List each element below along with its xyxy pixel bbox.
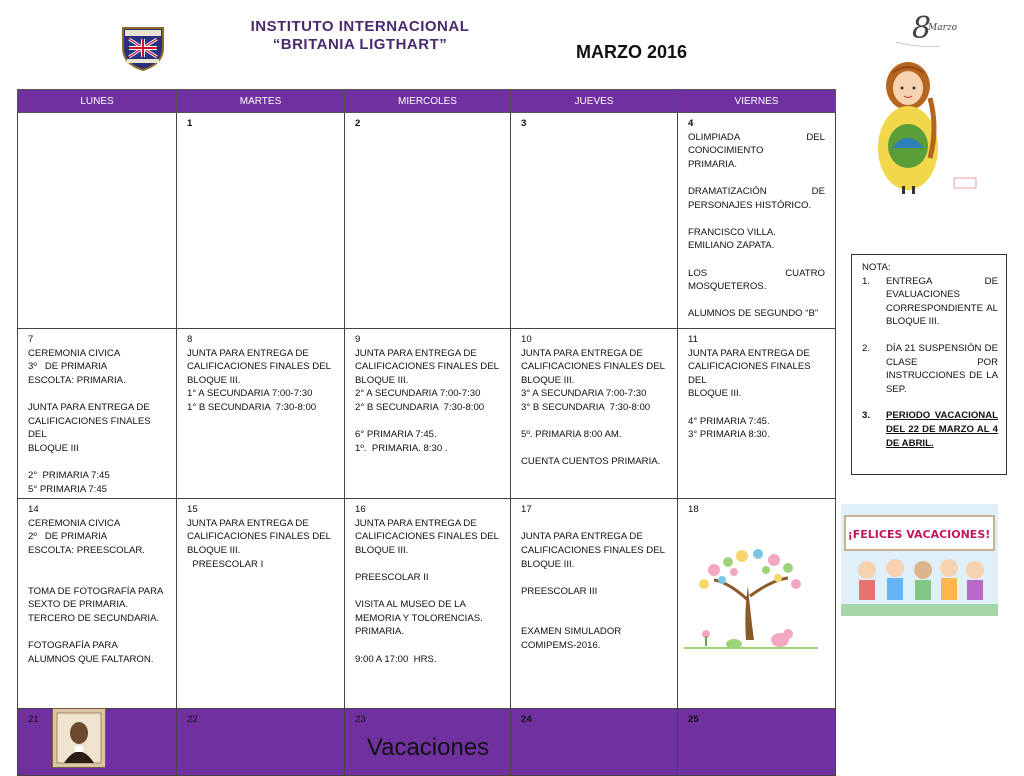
- day-cell: [177, 113, 345, 329]
- day-number: 10: [521, 334, 532, 345]
- event-line: [28, 387, 166, 401]
- event-line: MOSQUETEROS.: [688, 281, 767, 293]
- day-cell: [345, 329, 511, 499]
- calendar-table: [17, 89, 836, 776]
- event-line: 5° PRIMARIA 7:45: [28, 483, 108, 495]
- event-line: BLOQUE III.: [521, 374, 575, 386]
- event-line: [688, 253, 825, 267]
- event-line: SEXTO DE PRIMARIA.: [28, 599, 129, 611]
- school-name: [240, 18, 480, 54]
- event-line: OLIMPIADA DEL: [688, 131, 825, 143]
- day-number: 9: [355, 334, 361, 345]
- event-line: TOMA DE FOTOGRAFÍA PARA: [28, 585, 164, 597]
- event-line: CONOCIMIENTO: [688, 145, 764, 157]
- day-cell: [18, 113, 177, 329]
- event-line: EMILIANO ZAPATA.: [688, 240, 775, 252]
- event-line: ESCOLTA: PRIMARIA.: [28, 374, 126, 386]
- event-line: PRIMARIA.: [688, 158, 738, 170]
- event-line: FOTOGRAFÍA PARA: [28, 640, 118, 652]
- event-line: JUNTA PARA ENTREGA DE: [688, 347, 810, 359]
- school-name-line1: INSTITUTO INTERNACIONAL: [250, 18, 470, 35]
- day-number: 15: [187, 504, 198, 516]
- event-line: 2° A SECUNDARIA 7:00-7:30: [355, 388, 481, 400]
- school-crest-logo: [118, 22, 168, 72]
- womens-day-illustration: [868, 8, 988, 196]
- day-cell: [511, 499, 678, 709]
- event-line: 1º. PRIMARIA. 8:30 .: [355, 442, 448, 454]
- day-cell: [511, 709, 678, 776]
- event-line: 2° PRIMARIA 7:45: [28, 469, 110, 481]
- event-line: PRIMARIA.: [355, 626, 405, 638]
- note-item: [862, 409, 998, 450]
- event-line: CALIFICACIONES FINALES DEL: [187, 531, 331, 543]
- tree-illustration: [684, 540, 818, 652]
- event-line: JUNTA PARA ENTREGA DE: [355, 347, 477, 359]
- event-line: CALIFICACIONES FINALES DEL: [355, 361, 499, 373]
- event-line: JUNTA PARA ENTREGA DE: [187, 347, 309, 359]
- event-line: BLOQUE III.: [688, 388, 742, 400]
- day-cell: [511, 113, 678, 329]
- day-number: 25: [688, 714, 699, 726]
- event-line: BLOQUE III: [28, 442, 79, 454]
- day-number: 16: [355, 504, 366, 516]
- day-number: 11: [688, 334, 698, 345]
- day-number: 3: [521, 118, 527, 129]
- event-line: 3° B SECUNDARIA 7:30-8:00: [521, 401, 651, 413]
- event-line: BLOQUE III.: [355, 544, 409, 556]
- event-line: [521, 571, 667, 585]
- event-line: 4° PRIMARIA 7:45.: [688, 415, 770, 427]
- event-line: 3º DE PRIMARIA: [28, 361, 108, 373]
- event-line: 2º DE PRIMARIA: [28, 531, 108, 543]
- note-box: [851, 254, 1007, 475]
- event-line: CALIFICACIONES FINALES DEL: [187, 361, 331, 373]
- event-line: [355, 585, 500, 599]
- event-line: CALIFICACIONES FINALES DEL: [521, 361, 665, 373]
- event-line: [28, 455, 166, 469]
- day-number: 8: [187, 334, 193, 345]
- weekday-header-tuesday: MARTES: [177, 90, 345, 113]
- event-line: BLOQUE III.: [187, 544, 241, 556]
- historical-portrait-image: [52, 708, 106, 768]
- event-line: [688, 212, 825, 226]
- note-item-number: 3.: [862, 410, 871, 422]
- event-line: 3° PRIMARIA 8:30.: [688, 429, 770, 441]
- event-line: BLOQUE III.: [187, 374, 241, 386]
- event-line: 9:00 A 17:00 HRS.: [355, 653, 437, 665]
- event-line: DRAMATIZACIÓN DE: [688, 185, 825, 197]
- event-line: [688, 401, 825, 415]
- event-line: ALUMNOS QUE FALTARON.: [28, 653, 154, 665]
- day-cell: [18, 329, 177, 499]
- event-line: JUNTA PARA ENTREGA DE: [521, 347, 643, 359]
- weekday-header-row: [18, 90, 836, 113]
- day-cell: [345, 499, 511, 709]
- note-item-text: DÍA 21 SUSPENSIÓN DE CLASE POR INSTRUCCIONES DE LA SEP.: [886, 342, 998, 395]
- event-line: JUNTA PARA ENTREGA DE: [521, 531, 643, 543]
- day-number: 7: [28, 334, 34, 345]
- day-cell: [511, 329, 678, 499]
- week-row-1: [18, 113, 836, 329]
- day-cell: [678, 113, 836, 329]
- event-line: CALIFICACIONES FINALES DEL: [28, 415, 154, 441]
- event-line: BLOQUE III.: [355, 374, 409, 386]
- event-line: CEREMONIA CIVICA: [28, 347, 121, 359]
- event-line: [688, 294, 825, 308]
- event-line: EXAMEN SIMULADOR: [521, 626, 622, 638]
- event-line: PREESCOLAR III: [521, 585, 598, 597]
- event-line: 1° B SECUNDARIA 7:30-8:00: [187, 401, 317, 413]
- note-item: [862, 275, 998, 329]
- event-line: [28, 625, 166, 639]
- event-line: 3° A SECUNDARIA 7:00-7:30: [521, 388, 647, 400]
- day-number: 24: [521, 714, 532, 726]
- event-line: VISITA AL MUSEO DE LA: [355, 599, 466, 611]
- note-item-text: ENTREGA DE EVALUACIONES CORRESPONDIENTE AL BLOQUE III.: [886, 275, 998, 328]
- event-line: CALIFICACIONES FINALES DEL: [355, 531, 499, 543]
- day-number: 4: [688, 118, 694, 129]
- day-cell: [345, 113, 511, 329]
- event-line: [521, 442, 667, 456]
- day-cell: [177, 709, 345, 776]
- event-line: CALIFICACIONES FINALES DEL: [688, 361, 814, 386]
- event-line: [28, 558, 166, 572]
- day-cell: [177, 499, 345, 709]
- weekday-header-thursday: JUEVES: [511, 90, 678, 113]
- weekday-header-monday: LUNES: [18, 90, 177, 113]
- event-line: PREESCOLAR II: [355, 572, 429, 584]
- event-line: PERSONAJES HISTÓRICO.: [688, 199, 812, 211]
- day-cell: [678, 709, 836, 776]
- day-number: 14: [28, 504, 39, 516]
- event-line: PREESCOLAR I: [187, 558, 264, 570]
- day-cell: [177, 329, 345, 499]
- day-number: 1: [187, 118, 193, 129]
- day-number: 21: [28, 714, 39, 726]
- event-line: ESCOLTA: PREESCOLAR.: [28, 544, 145, 556]
- event-line: [355, 639, 500, 653]
- event-line: [28, 571, 166, 585]
- poster-month: Marzo: [928, 23, 958, 33]
- day-number: 22: [187, 714, 198, 726]
- event-line: MEMORIA Y TOLORENCIAS.: [355, 612, 483, 624]
- event-line: [521, 415, 667, 429]
- event-line: CALIFICACIONES FINALES DEL: [521, 544, 665, 556]
- event-line: [521, 612, 667, 626]
- event-line: LOS CUATRO: [688, 267, 825, 279]
- event-line: CUENTA CUENTOS PRIMARIA.: [521, 456, 661, 468]
- event-line: CEREMONIA CIVICA: [28, 517, 121, 529]
- day-number: 23: [355, 714, 366, 726]
- event-line: [355, 558, 500, 572]
- event-line: 1° A SECUNDARIA 7:00-7:30: [187, 388, 313, 400]
- event-line: [521, 598, 667, 612]
- event-line: COMIPEMS-2016.: [521, 640, 601, 652]
- note-item-number: 1.: [862, 275, 871, 287]
- day-number: 18: [688, 504, 699, 516]
- day-number: 2: [355, 118, 361, 129]
- event-line: JUNTA PARA ENTREGA DE: [355, 517, 477, 529]
- poster-number: 8: [912, 11, 932, 46]
- note-item: [862, 342, 998, 396]
- note-item-number: 2.: [862, 342, 871, 354]
- event-line: [521, 517, 667, 531]
- weekday-header-wednesday: MIERCOLES: [345, 90, 511, 113]
- event-line: JUNTA PARA ENTREGA DE: [28, 401, 150, 413]
- day-cell: [18, 499, 177, 709]
- week-row-2: [18, 329, 836, 499]
- school-name-line2: “BRITANIA LIGTHART”: [272, 36, 448, 53]
- month-title: MARZO 2016: [576, 42, 688, 62]
- event-line: 2° B SECUNDARIA 7:30-8:00: [355, 401, 485, 413]
- note-title: NOTA:: [862, 262, 891, 273]
- day-number: 17: [521, 504, 532, 516]
- event-line: TERCERO DE SECUNDARIA.: [28, 612, 160, 624]
- event-line: BLOQUE III.: [521, 558, 575, 570]
- event-line: FRANCISCO VILLA.: [688, 226, 776, 238]
- banner-text: ¡FELICES VACACIONES!: [847, 528, 991, 541]
- event-line: [355, 415, 500, 429]
- event-line: [688, 171, 825, 185]
- weekday-header-friday: VIERNES: [678, 90, 836, 113]
- day-cell: [678, 329, 836, 499]
- vacation-banner-image: [841, 504, 998, 616]
- vacation-label: Vacaciones: [366, 734, 490, 761]
- event-line: ALUMNOS DE SEGUNDO “B”: [688, 308, 819, 320]
- event-line: 5º. PRIMARIA 8:00 AM.: [521, 429, 622, 441]
- event-line: 6° PRIMARIA 7:45.: [355, 429, 437, 441]
- event-line: JUNTA PARA ENTREGA DE: [187, 517, 309, 529]
- note-item-text: PERIODO VACACIONAL DEL 22 DE MARZO AL 4 DE ABRIL.: [886, 410, 998, 449]
